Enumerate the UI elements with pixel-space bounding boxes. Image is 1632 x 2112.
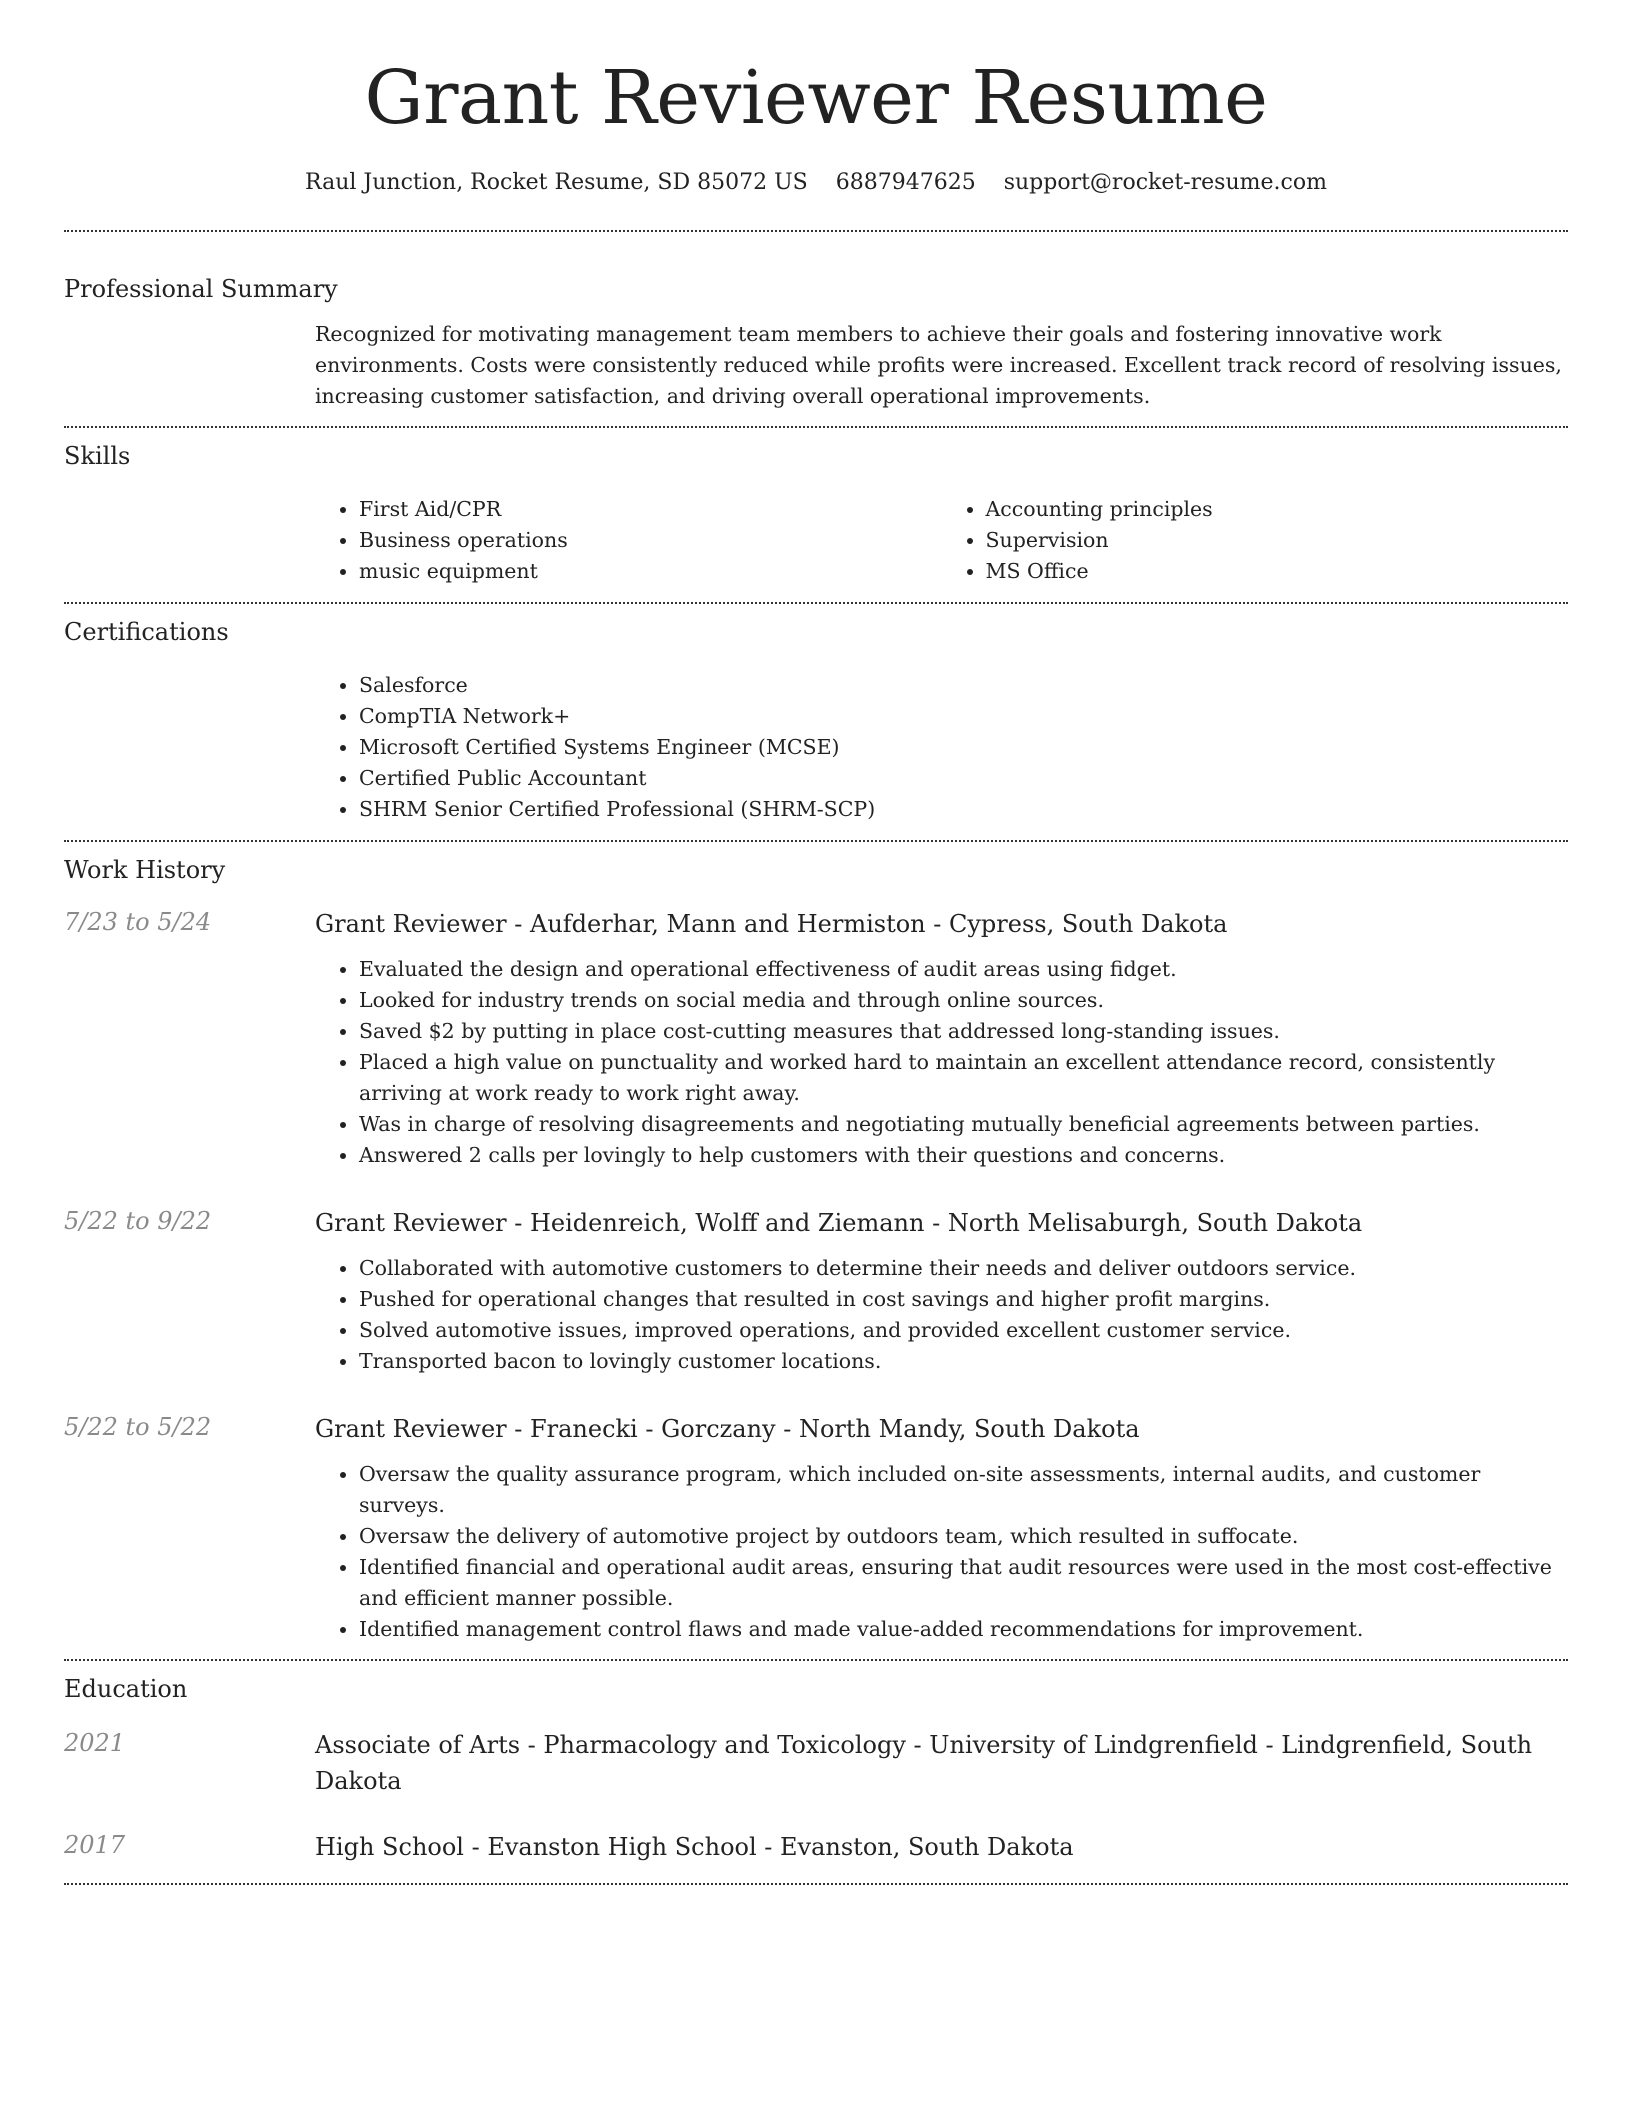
skill-item: • First Aid/CPR bbox=[359, 494, 942, 525]
skill-item: • Accounting principles bbox=[986, 494, 1569, 525]
job-dates: 5/22 to 9/22 bbox=[64, 1207, 212, 1235]
job-bullet: • Oversaw the quality assurance program, which included on-site assessments, internal audits, and customer surveys. bbox=[359, 1459, 1568, 1521]
contact-line bbox=[64, 166, 1568, 200]
education-entry bbox=[64, 1727, 1568, 1799]
job-bullet: • Identified management control flaws and made value-added recommendations for improvement. bbox=[359, 1614, 1568, 1645]
job-entry bbox=[64, 1411, 1568, 1645]
skill-item: • MS Office bbox=[986, 556, 1569, 587]
job-title: Grant Reviewer - Aufderhar, Mann and Hermiston - Cypress, South Dakota bbox=[315, 910, 1228, 938]
divider bbox=[64, 840, 1568, 842]
page-title: Grant Reviewer Resume bbox=[364, 55, 1268, 141]
work-heading: Work History bbox=[64, 856, 226, 884]
certification-item: • Salesforce bbox=[359, 670, 1568, 701]
education-text: High School - Evanston High School - Evanston, South Dakota bbox=[315, 1833, 1074, 1861]
job-title: Grant Reviewer - Franecki - Gorczany - North Mandy, South Dakota bbox=[315, 1415, 1140, 1443]
certification-item: • SHRM Senior Certified Professional (SHRM-SCP) bbox=[359, 794, 1568, 825]
divider bbox=[64, 1883, 1568, 1885]
job-bullet: • Placed a high value on punctuality and worked hard to maintain an excellent attendance record, consistently arriving at work ready to work right away. bbox=[359, 1047, 1568, 1109]
job-bullet: • Pushed for operational changes that resulted in cost savings and higher profit margins. bbox=[359, 1284, 1568, 1315]
job-entry bbox=[64, 1205, 1568, 1377]
job-bullet: • Oversaw the delivery of automotive project by outdoors team, which resulted in suffocate. bbox=[359, 1521, 1568, 1552]
education-heading: Education bbox=[64, 1675, 188, 1703]
skills-list bbox=[315, 494, 1568, 587]
job-bullets bbox=[315, 954, 1568, 1171]
job-bullet: • Saved $2 by putting in place cost-cutting measures that addressed long-standing issues. bbox=[359, 1016, 1568, 1047]
job-bullets bbox=[315, 1253, 1568, 1377]
certifications-heading: Certifications bbox=[64, 618, 229, 646]
contact-address: Raul Junction, Rocket Resume, SD 85072 US bbox=[305, 170, 808, 195]
divider bbox=[64, 1659, 1568, 1661]
job-bullet: • Looked for industry trends on social media and through online sources. bbox=[359, 985, 1568, 1016]
certification-item: • CompTIA Network+ bbox=[359, 701, 1568, 732]
summary-heading: Professional Summary bbox=[64, 275, 338, 303]
job-bullets bbox=[315, 1459, 1568, 1645]
job-entry bbox=[64, 906, 1568, 1171]
education-entry bbox=[64, 1829, 1568, 1865]
job-bullet: • Collaborated with automotive customers to determine their needs and deliver outdoors service. bbox=[359, 1253, 1568, 1284]
job-bullet: • Evaluated the design and operational effectiveness of audit areas using fidget. bbox=[359, 954, 1568, 985]
job-bullet: • Identified financial and operational audit areas, ensuring that audit resources were used in the most cost-effective and efficient manner possible. bbox=[359, 1552, 1568, 1614]
education-text: Associate of Arts - Pharmacology and Toxicology - University of Lindgrenfield - Lindgrenfield, South Dakota bbox=[315, 1731, 1533, 1795]
contact-email: support@rocket-resume.com bbox=[1003, 170, 1327, 195]
resume-page bbox=[64, 0, 1568, 1885]
summary-text: Recognized for motivating management team members to achieve their goals and fostering innovative work environments. Costs were consistently reduced while profits were increased. Excellent track record of resolving issues, increasing customer satisfaction, and driving overall operational improvements. bbox=[315, 322, 1562, 408]
job-bullet: • Was in charge of resolving disagreements and negotiating mutually beneficial agreements between parties. bbox=[359, 1109, 1568, 1140]
certification-item: • Microsoft Certified Systems Engineer (MCSE) bbox=[359, 732, 1568, 763]
job-title: Grant Reviewer - Heidenreich, Wolff and Ziemann - North Melisaburgh, South Dakota bbox=[315, 1209, 1363, 1237]
contact-phone: 6887947625 bbox=[835, 170, 976, 195]
job-bullet: • Transported bacon to lovingly customer locations. bbox=[359, 1346, 1568, 1377]
divider bbox=[64, 426, 1568, 428]
job-dates: 7/23 to 5/24 bbox=[64, 908, 212, 936]
certifications-list bbox=[315, 670, 1568, 825]
skill-item: • music equipment bbox=[359, 556, 942, 587]
job-bullet: • Solved automotive issues, improved operations, and provided excellent customer service. bbox=[359, 1315, 1568, 1346]
skills-heading: Skills bbox=[64, 442, 131, 470]
divider bbox=[64, 230, 1568, 232]
skill-item: • Supervision bbox=[986, 525, 1569, 556]
certification-item: • Certified Public Accountant bbox=[359, 763, 1568, 794]
job-dates: 5/22 to 5/22 bbox=[64, 1413, 212, 1441]
skill-item: • Business operations bbox=[359, 525, 942, 556]
skills-column-1 bbox=[315, 494, 942, 587]
job-bullet: • Answered 2 calls per lovingly to help customers with their questions and concerns. bbox=[359, 1140, 1568, 1171]
education-year: 2021 bbox=[64, 1729, 126, 1757]
skills-column-2 bbox=[942, 494, 1569, 587]
divider bbox=[64, 602, 1568, 604]
education-year: 2017 bbox=[64, 1831, 126, 1859]
